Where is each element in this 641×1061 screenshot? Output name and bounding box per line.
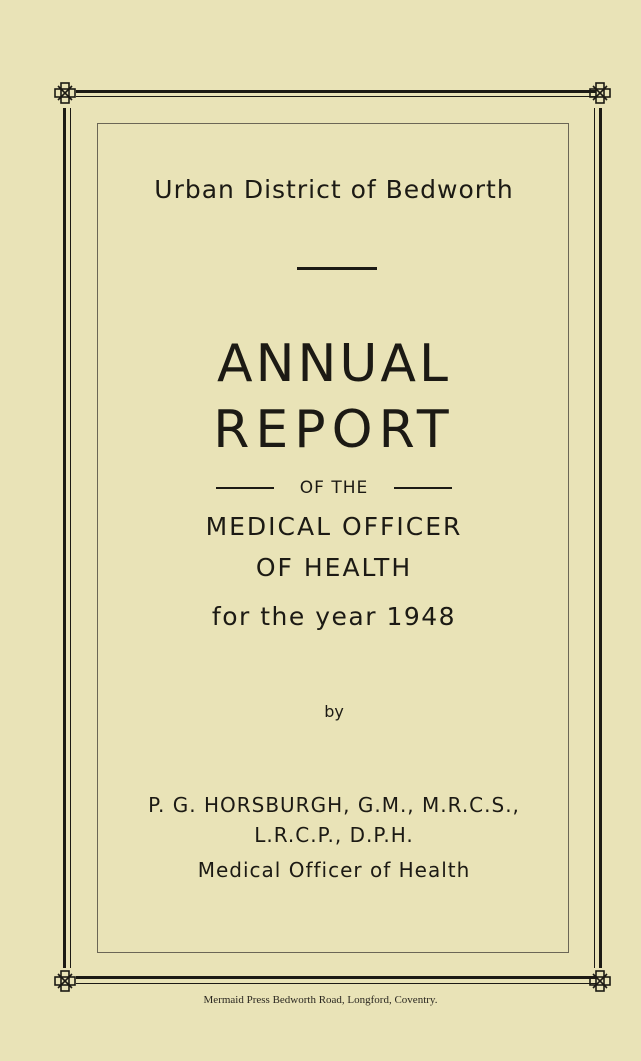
of-the-text: OF THE [299,478,369,498]
officer-title-line2: OF HEALTH [255,553,413,582]
printer-imprint: Mermaid Press Bedworth Road, Longford, Coventry. [203,994,438,1006]
frame-top-rule [76,90,596,93]
frame-bottom-rule [76,976,596,979]
year-line: for the year 1948 [211,602,457,631]
right-dash [394,487,452,489]
author-role: Medical Officer of Health [197,858,471,882]
title-divider [297,267,377,270]
frame-left-rule [63,108,66,968]
cross-knot-icon [589,970,611,992]
frame-right-rule-thin [594,108,595,968]
cross-knot-icon [54,82,76,104]
by-label: by [324,702,344,721]
left-dash [216,487,274,489]
heading-annual: ANNUAL [217,334,451,394]
author-qualifications: L.R.C.P., D.P.H. [254,823,414,847]
frame-bottom-rule-thin [76,983,596,984]
frame-right-rule [599,108,602,968]
district-name: Urban District of Bedworth [154,175,514,204]
heading-report: REPORT [213,400,455,460]
cross-knot-icon [589,82,611,104]
officer-title-line1: MEDICAL OFFICER [205,512,463,541]
frame-left-rule-thin [70,108,71,968]
cross-knot-icon [54,970,76,992]
frame-top-rule-thin [76,96,596,97]
of-the-line [96,478,572,498]
author-name: P. G. HORSBURGH, G.M., M.R.C.S., [148,793,520,817]
